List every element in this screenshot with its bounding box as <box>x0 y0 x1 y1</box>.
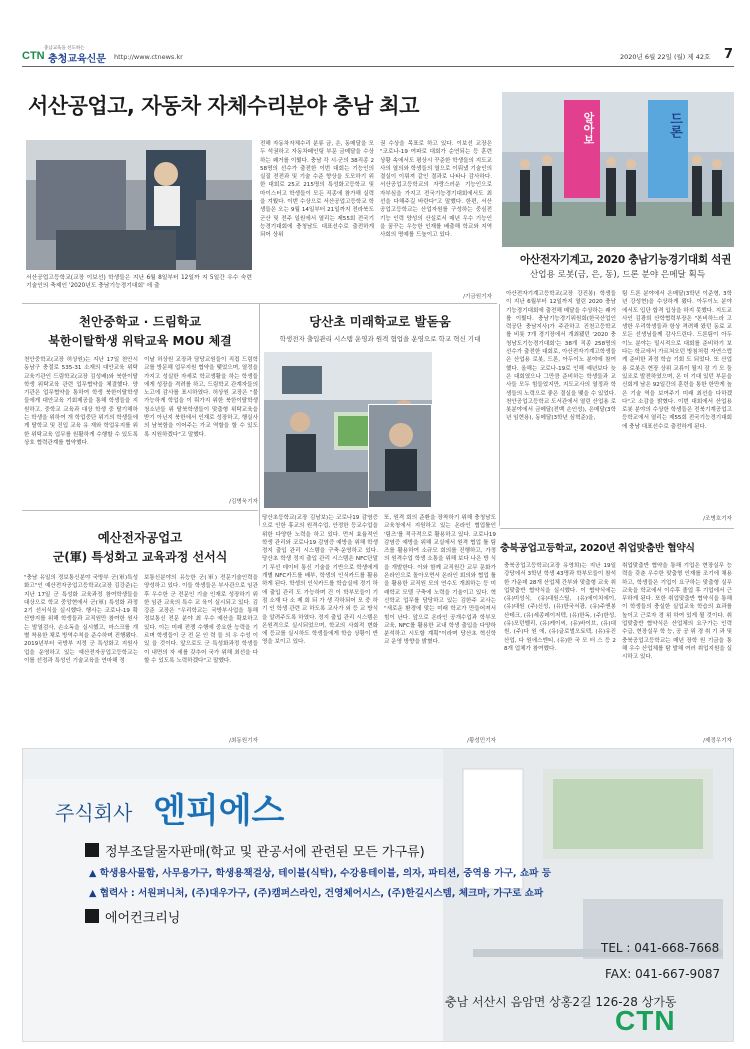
column-divider-right <box>499 304 500 526</box>
column-divider-mid <box>259 304 260 526</box>
photo-sign-left: 알아보 <box>582 112 595 145</box>
article6-headline: 충북공업고등학교, 2020년 취업맞춤반 협약식 <box>500 543 695 554</box>
article3-byline: /김병욱기자 <box>229 499 258 505</box>
article5-subheadline: 군(軍) 특성화고 교육과정 선서식 <box>52 550 228 564</box>
paper-name: 충청교육신문 <box>48 54 106 65</box>
article4-col2: 또, 원격 회의 준환을 장착하기 위해 충청남도교육청에서 지원하고 있는 온라인 협업툴인 '팀즈'를 적극적으로 활용하고 있다. 코로나19 감염증 예방을 위해 교실에서 원격 협업 툴 팀즈를 활용하여 소규모 회의를 진행하고, 가정의 원격수업 학생 소통을 위해 보다 나은 방 식을 개발한다. 이와 함께 교직원간 교무 문화가 온라인으로 돌아오면서 온라인 회의와 협업 툴을 활용한 교직원 모의 연수도 개최하는 등 미래학교 모델 구축에 노력을 기울이고 있다. 혁신학교 업무를 담당하고 있는 김한주 교사는 "새로운 환경에 맞는 미래 학교가 만들어져서 힘이 난다. 앞으로 온라인 공개수업과 학부모 교육, NFC를 활용한 교내 학생 출입을 다양하 분석하고 시도할 계획"이라며 당산초 혁신학교 운영 방향을 밝혔다. <box>384 515 496 646</box>
ad-line4: 에어컨크리닝 <box>105 911 181 926</box>
photo-sign-right: 드론 <box>667 112 682 138</box>
article5-headline: 예산전자공업고 <box>97 530 183 545</box>
article4-subheadline: 학생전자 출입관리 시스템 운영과 원격 협업을 운영으로 학교 혁신 기대 <box>279 335 481 343</box>
article2-col2: 팀 드론 분야에서 은메달(3학년 이준형, 3학년 강성현)을 수상하게 됐다. 아두이노 분야에서도 입단 합격 입상을 하지 못했다. 지도교사인 김광희 산학협력부장은 "본비하느라 고생한 우리학생들과 항상 격려해 왔던 동료 교 모든 선생님들께 감사드린다. 드론팀이 아두이노 분야는 밀시적으로 대회를 준비하기 보다는 학교에서 가르쳐오던 방침처럼 자연스럽게 준비한 과정 학습 기회 도 되었다. 또 산업용 로봇은 현장 상위 교류이 될지 잠 기 모 둠 있조로 발전하였으며, 온 더 기대 있던 부문을 신회게 남은 92일간의 훈련을 통한 한만게 높은 기술 역을 보여주기 미래 최선을 다하겠다"고 소감을 밝혔다. 이번 대회에서 산업용 로봇 분야의 수상한 학생들은 전북기계공업고등학교에서 열리는 제55회 전국기능경기대회에 충남 대표선수로 출전하게 된다. <box>622 291 732 430</box>
article4-headline: 당산초 미래학교로 발돋움 <box>309 314 451 329</box>
article4-byline: /황성민기자 <box>467 738 496 744</box>
article1-headline: 서산공업고, 자동차 자체수리분야 충남 최고 <box>28 94 419 118</box>
article4-inset-photo <box>368 404 432 508</box>
article2-col1: 아산전자기계고등학교(교장 강진봉) 학생들이 지난 6월부터 12일까지 열린 2020 충남기능경기대회에 출전해 메달을 수상하는 쾌거를 이뤘다. 충남기능경기위원회(한국산업인력공단 충남지사)가 주관하고 진천고등학교를 비롯 7개 경기장에서 개최됐던 '2020 충청남도기능경기대회'는 38개 직종 258명의 선수가 출전한 대회로, 아산전자기계고학생들은 산업용 로봇, 드론, 아두이노 분야에 참여했다. 올해는 코로나-19로 인해 예년보다 늦은 대회였으나 그만큼 준비하는 학생들과 교사들 모두 힘들었지만, 지도교사의 열정과 학생들의 노력으로 좋은 결실을 맺을 수 있었다. 천안공업고등학교 도서관에서 열린 산업용 로봇분야에서 금메달(전백 손인성), 은메달(3학년 임현용), 동메달(3학년 심혁준)을, <box>506 291 616 422</box>
ad-tel: TEL : 041-668-7668 <box>601 941 720 955</box>
article1-col3: 권 수상을 목표로 하고 있다. 이보선 교장은 "코로나-19 여파로 대회가 순연되는 등 훈련 상황 속에서도 평상시 꾸준한 학생들의 지도교사의 열의와 학생들의 열으로 이뤄냈 기술인의 결실이 이뤄져 같인 결과로 나타나 감사하다. 서산공업고등학교의 자랑스러운 기능인으로 자부심을 가지고 전국기능경기대회에서도 최선을 다해주길 바란다"고 말했다. 한편, 서산공업고등학교는 산업자원를 구성하는 중심전 기능 인력 양성의 산실로서 매년 우수 기능인을 꿈꾸는 우능한 인재를 배출해 학교와 지역사회의 명예를 드높이고 있다. <box>380 141 492 239</box>
ad-line3: ▲ 협력사 : 서원퍼니처, (주)대우가구, (주)캠퍼스라인, 건영체어시스, (주)한길시스템, 체크마, 가구로 쇼파 <box>89 888 544 899</box>
masthead <box>22 44 734 66</box>
article5-byline: /최동원기자 <box>229 738 258 744</box>
advertisement <box>22 748 734 1042</box>
article6-col2: 취업맞춤반 협약을 통해 기업은 현장실무 능력을 갖춘 우수한 맞춤형 인재를 조기에 채용하고, 학생들은 기업이 요구하는 맞춤형 실무교육을 학교에서 이수후 졸업 후 기업에서 근무하게 된다. 또한 취업맞춤반 협약식을 통해 이 학생들의 충실한 실업교육 학습의 효과를 높이고 근로자 경 위 하여 있게 될 것이다. 취업맞춤반 협약식은 산업체의 요구가는 인력 수급, 현장실무 학 능, 공 공 위 경 취 기 과 및 충북공업고등학교는 매년 장학 원 기금을 통해 우수 산업체를 탐 발해 여러 취업지원을 실시하고 있다. <box>622 563 732 661</box>
article2-subheadline: 산업용 로봇(금, 은, 동), 드론 분야 은메달 획득 <box>530 270 706 280</box>
article4-col1: 당산초등학교(교장 김남보)는 코로나19 감염증으로 인한 휴교의 원격수업, 안정한 등교수업을 위한 다양한 노력을 하고 있다. 먼저 효율적인 학생 관리와 코로나19 감염증 예방을 위해 학생 정지 출입 관리 시스템을 구축·운영하고 있다. 당산초 학생 정지 출입 관리 시스템은 NFC단말기 무선 데이터 통신 기술을 기반으로 학생에게 개별 NFC카드를 배부, 학생의 인식카드를 활용하게 된다. 학생의 인식카드를 학습실에 경기 하에 출입 관리 도 가능하며 건 이 학부모들이 기 점 소재 다 소 제 회 되 가 생 각하되어 모 중 하기 인 학생 관련 교 하도록 교사가 외 등 교 방식을 알려주도록 하였다. 정지 출입 관리 시스템은 온원격으로 실시되었으며, 학교의 사회적 변화에 등교를 실시하도 학생들에게 학습 상황이 반영을 보이고 있다. <box>262 515 378 646</box>
article1-photo <box>26 140 252 270</box>
article3-col1: 천안중학교(교장 허상원)는 지난 17일 천안시 동남구 충절로 535-31 소재의 대안교육 위탁교육기관인 드림학교(교장 김성배)와 북한이탈학생 위탁교육 관련 업무협약을 체결했다. 양 기관은 업무협약을 통하여 학생 북한이탈학생들에게 대안교육 기회제공을 통해 학생들을 지원하고, 중학교 교육과 대상 학생 중 탈기해하는 학생을 위하여 개 학업중단 위기의 학생들에게 탈학교 및 진입 교육 유 재와 학업유지를 위한 위탁교육 업무를 원활하게 수행할 수 있도록 상호 협력관계를 협약했다. <box>24 357 138 446</box>
ad-ctn-logo: CTN <box>615 1005 676 1036</box>
article6-byline: /제정우기자 <box>703 738 732 744</box>
site-url: http://www.ctnews.kr <box>114 53 183 61</box>
header-rule <box>22 66 734 67</box>
article1-caption: 서산공업고등학교(교장 이보선) 학생들은 지난 6월 8일부터 12일까 지 5일간 우수 숙련기술인의 축제인 '2020년도 충남기능경기대회' 에 출 <box>26 275 252 290</box>
masthead-tagline: 충남교육을 선도하는 <box>44 46 85 51</box>
page-number: 7 <box>724 47 734 62</box>
ad-company-prefix: 주식회사 <box>55 801 133 825</box>
issue-date: 2020년 6월 22일 (월) 제 42호 <box>620 53 711 61</box>
ad-bullet-square-1 <box>85 843 99 857</box>
article6-top-rule <box>500 528 734 529</box>
article5-col1: "충남 유일의 정보통신분야 국방부 군(軍)특성화고"인 예산전자공업고등학교(교장 김강준)는 지난 17일 군 특성화 교육과정 참여학생들을 대상으로 학교 중앙현에서 군(軍) 특성화 과정 2기 선서식을 실시했다. 행사는 코로나-19 확산방지를 위해 학생들과 교직원만 참여한 원사는 발열검사, 손소독을 실시했고, 마스크를 개별 착용한 채로 방역수칙을 준수하며 진행됐다. 2019년부터 국방부 지정 군 특성화고 지원사업을 운영하고 있는 예산전자공업고등학교는 이를 선정과 특성인 기술교육을 연마해 정 <box>24 575 138 664</box>
article3-subheadline: 북한이탈학생 위탁교육 MOU 체결 <box>48 334 232 348</box>
article5-top-rule <box>22 510 258 511</box>
ad-line2: ▲ 학생용사물함, 사무용가구, 학생용책걸상, 테이블(식탁), 수강용테이블, 의자, 파티션, 중역용 가구, 쇼파 등 <box>89 868 552 879</box>
article2-headline: 아산전자기계고, 2020 충남기능경기대회 석권 <box>520 254 732 266</box>
article2-photo-frame <box>502 92 734 247</box>
article2-byline: /조병호기자 <box>703 516 732 522</box>
article3-headline: 천안중학교 · 드림학교 <box>78 314 202 329</box>
article1-col2: 전해 자동차자체수리 분류 금, 은, 동메달을 모두 석권하고 자동차페인팅 부문 금메달을 수상하는 쾌거를 이뤘다. 충남 각 시·군의 38직종 258명의 선수가 출전한 이번 대회는 기능인의 실질 전전과 및 기술 수준 향상을 도모하기 위한 대회로 25교 215명의 특성화고등학교 및 마이스터고 학생들이 모든 직종에 참가해 실력을 겨뤘다. 이번 수상으로 서산공업고등학교 학생들은 오는 9월 14일부터 21일까지 전라북도 군산 및 전주 일원에서 열리는 제55회 전국기능경기대회에 충청남도 대표선수로 출전하게 되어 상위 <box>260 141 374 239</box>
ad-company-name: 엔피에스 <box>153 791 285 831</box>
ad-address: 충남 서산시 음암면 상홍2길 126-28 상가동 <box>445 995 677 1009</box>
ad-fax: FAX: 041-667-9087 <box>605 967 721 981</box>
ad-bullet-square-2 <box>85 909 99 923</box>
ad-line1: 정부조달물자판매(학교 및 관공서에 관련된 모든 가구류) <box>105 845 425 860</box>
article6-col1: 충북공업고등학교(교장 유영희)는 지난 19일 강당에서 3학년 학생 43명과 학부모들이 참석한 가운데 28개 산업체 간부와 맞춤형 교육 취업맞춤반 협약식을 실시했다. 이 협약식에는 (유)미성식, (유)대원스틸, (유)에이치에이, (유)대원 (주)신성, (유)한국서광, (유)주앤봉산테크, (유)세종레이저텍, (유)한독, (주)한성, (유)모던벨리, (유)케이씨, (유)바이브, (유)대원, (주)다 원 에, (유)글로벌오토텍, (유)유진산업, 다 원에스엔티, (유)한 국 모 터 스 등 28개 업체가 참여했다. <box>504 563 616 652</box>
masthead-logo: CTN <box>22 50 45 62</box>
article5-col2: 보통신분야의 유능한 군(軍) 전문기술인력을 양성하고 있다. 이들 학생들은 부사관으로 임관 후 우수한 군 전문인 기술 인재로 성장하기 위한 임관 교육의 특수 교 육이 실시되고 있다. 김강준 교장은 "우리학교는 국방부사업을 통해 정보통신 전문 분야 최 우수 예산을 확보하고 있다. 이는 미래 전쟁 수행에 중요한 능력을 기르며 학생들이 군 전 문 인 력 들 의 우 수성 이 있 을 것이다. 앞으로도 군 특성화과정 학생들이 내면의 자 세를 갖추어 국가 위해 최선을 다할 수 있도록 노력하겠다"고 말했다. <box>144 575 258 664</box>
article3-col2: 이날 허상원 교장과 담당교원들이 직접 드림학교를 방문해 업무지원 협약을 맺었으며, 열정을 가지고 성실한 자세로 학교생활을 하는 학생들에게 성장을 격려를 하고, 드림학교 관계자들의 노고에 감사를 표시하였다. 허상원 교장은 "불가능하게 학업을 이 뤄가지 위한 북한이탈학생청소년들 위 탈북학생들이 맞춤형 위탁교육을 받기 아닌지 북한에서 인재로 성장하고, 행실사의 남북함을 이어주는 가교 역할을 할 수 있도록 지원하겠다"고 말했다. <box>144 357 258 438</box>
article1-byline: /기금원기자 <box>463 294 492 300</box>
